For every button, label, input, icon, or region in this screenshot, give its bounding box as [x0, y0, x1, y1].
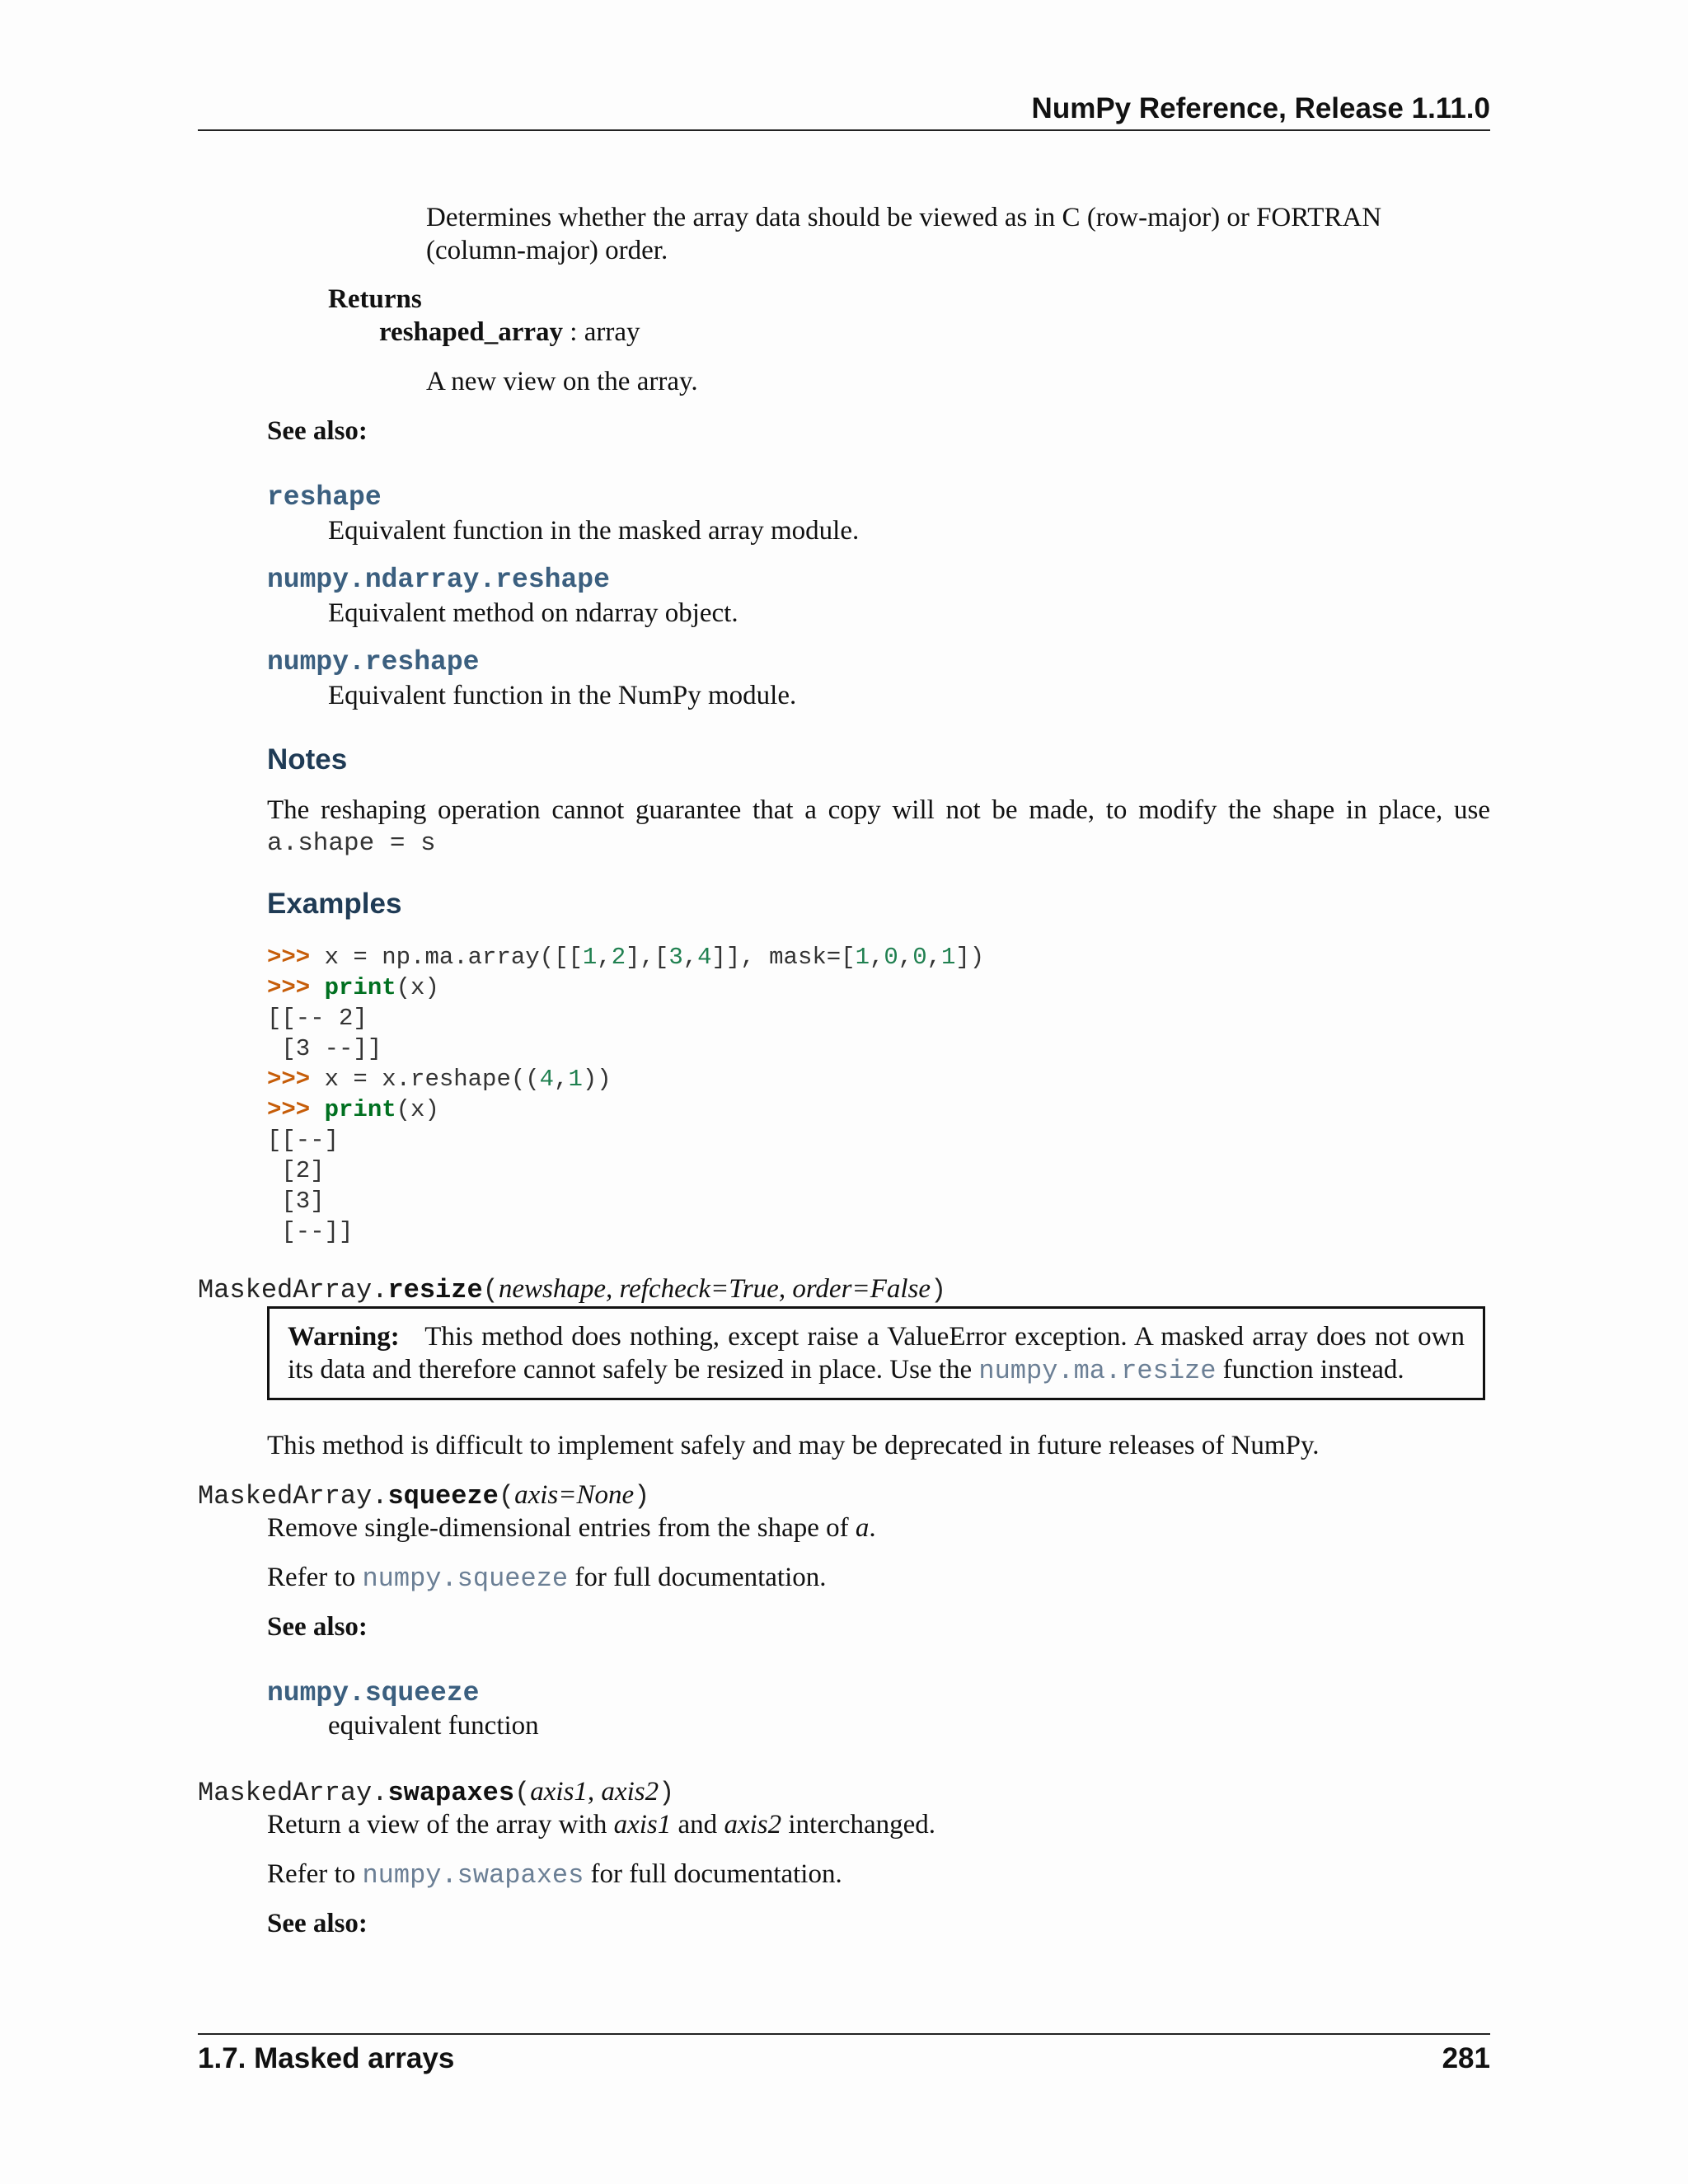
- sig-args: axis1, axis2: [530, 1777, 659, 1807]
- page-number: 281: [1442, 2042, 1490, 2074]
- see-also-link-ndarray-reshape[interactable]: numpy.ndarray.reshape: [267, 565, 610, 595]
- numpy-squeeze-link[interactable]: numpy.squeeze: [362, 1563, 569, 1594]
- warning-text: This method does nothing, except raise a ValueError exception. A masked array does not own its data and therefore cannot safely be resized in place. Use the: [288, 1322, 1465, 1385]
- sig-name: swapaxes: [387, 1778, 515, 1808]
- notes-code: a.shape = s: [267, 829, 436, 858]
- order-param-desc-line2: (column-major) order.: [426, 236, 668, 265]
- see-also-desc: equivalent function: [328, 1711, 539, 1741]
- warning-box: [267, 1306, 1485, 1400]
- sig-object: MaskedArray.: [198, 1778, 388, 1808]
- return-name: reshaped_array: [379, 317, 564, 347]
- order-param-desc-line1: Determines whether the array data should be viewed as in C (row-major) or FORTRAN: [426, 203, 1382, 232]
- see-also-label: See also:: [267, 1612, 368, 1642]
- code-line: >>> x = np.ma.array([[1,2],[3,4]], mask=[1,0,0,1]): [267, 944, 985, 971]
- code-output-line: [[-- 2]: [267, 1005, 368, 1032]
- code-output-line: [3]: [267, 1188, 325, 1215]
- sig-object: MaskedArray.: [198, 1481, 388, 1511]
- see-also-link-reshape[interactable]: reshape: [267, 482, 382, 513]
- return-value: [379, 316, 640, 349]
- running-header: NumPy Reference, Release 1.11.0: [1031, 92, 1490, 124]
- var-a: a: [855, 1513, 870, 1543]
- sig-args: newshape, refcheck=True, order=False: [498, 1274, 931, 1304]
- header-rule: [198, 129, 1490, 131]
- footer-rule: [198, 2033, 1490, 2035]
- numpy-ma-resize-link[interactable]: numpy.ma.resize: [978, 1356, 1217, 1386]
- numpy-swapaxes-link[interactable]: numpy.swapaxes: [362, 1860, 584, 1891]
- examples-code-block: [267, 942, 984, 1247]
- swapaxes-refer: Refer to numpy.swapaxes for full documentation.: [267, 1859, 842, 1891]
- swapaxes-desc: Return a view of the array with axis1 and axis2 interchanged.: [267, 1810, 936, 1840]
- code-line: >>> print(x): [267, 1096, 439, 1123]
- return-type: : array: [563, 317, 640, 347]
- notes-text: The reshaping operation cannot guarantee that a copy will not be made, to modify the shape in place, use: [267, 795, 1490, 825]
- returns-label: Returns: [328, 284, 422, 314]
- sig-name: squeeze: [387, 1481, 499, 1511]
- footer-section: 1.7. Masked arrays: [198, 2042, 455, 2074]
- see-also-desc: Equivalent method on ndarray object.: [328, 598, 738, 628]
- notes-heading: Notes: [267, 743, 348, 776]
- see-also-link-numpy-squeeze[interactable]: numpy.squeeze: [267, 1678, 480, 1708]
- see-also-desc: Equivalent function in the NumPy module.: [328, 681, 797, 710]
- code-output-line: [--]]: [267, 1218, 354, 1245]
- squeeze-refer: Refer to numpy.squeeze for full documentation.: [267, 1563, 827, 1594]
- return-desc: A new view on the array.: [426, 367, 698, 396]
- examples-heading: Examples: [267, 888, 402, 920]
- warning-text-end: function instead.: [1222, 1355, 1404, 1385]
- sig-object: MaskedArray.: [198, 1275, 388, 1305]
- code-line: >>> x = x.reshape((4,1)): [267, 1066, 612, 1093]
- sig-args: axis=None: [514, 1480, 635, 1510]
- see-also-desc: Equivalent function in the masked array module.: [328, 516, 860, 546]
- resize-desc: This method is difficult to implement safely and may be deprecated in future releases of NumPy.: [267, 1431, 1320, 1460]
- code-output-line: [2]: [267, 1157, 325, 1184]
- code-line: >>> print(x): [267, 974, 439, 1001]
- warning-label: Warning:: [288, 1322, 400, 1352]
- see-also-label: See also:: [267, 416, 368, 446]
- swapaxes-signature: MaskedArray.swapaxes(axis1, axis2): [198, 1777, 675, 1808]
- squeeze-desc: Remove single-dimensional entries from the shape of a.: [267, 1513, 876, 1543]
- see-also-label: See also:: [267, 1909, 368, 1938]
- code-output-line: [[--]: [267, 1127, 340, 1154]
- see-also-link-numpy-reshape[interactable]: numpy.reshape: [267, 647, 480, 677]
- sig-name: resize: [387, 1275, 483, 1305]
- squeeze-signature: MaskedArray.squeeze(axis=None): [198, 1480, 650, 1511]
- code-output-line: [3 --]]: [267, 1035, 382, 1062]
- resize-signature: MaskedArray.resize(newshape, refcheck=True, order=False): [198, 1274, 947, 1305]
